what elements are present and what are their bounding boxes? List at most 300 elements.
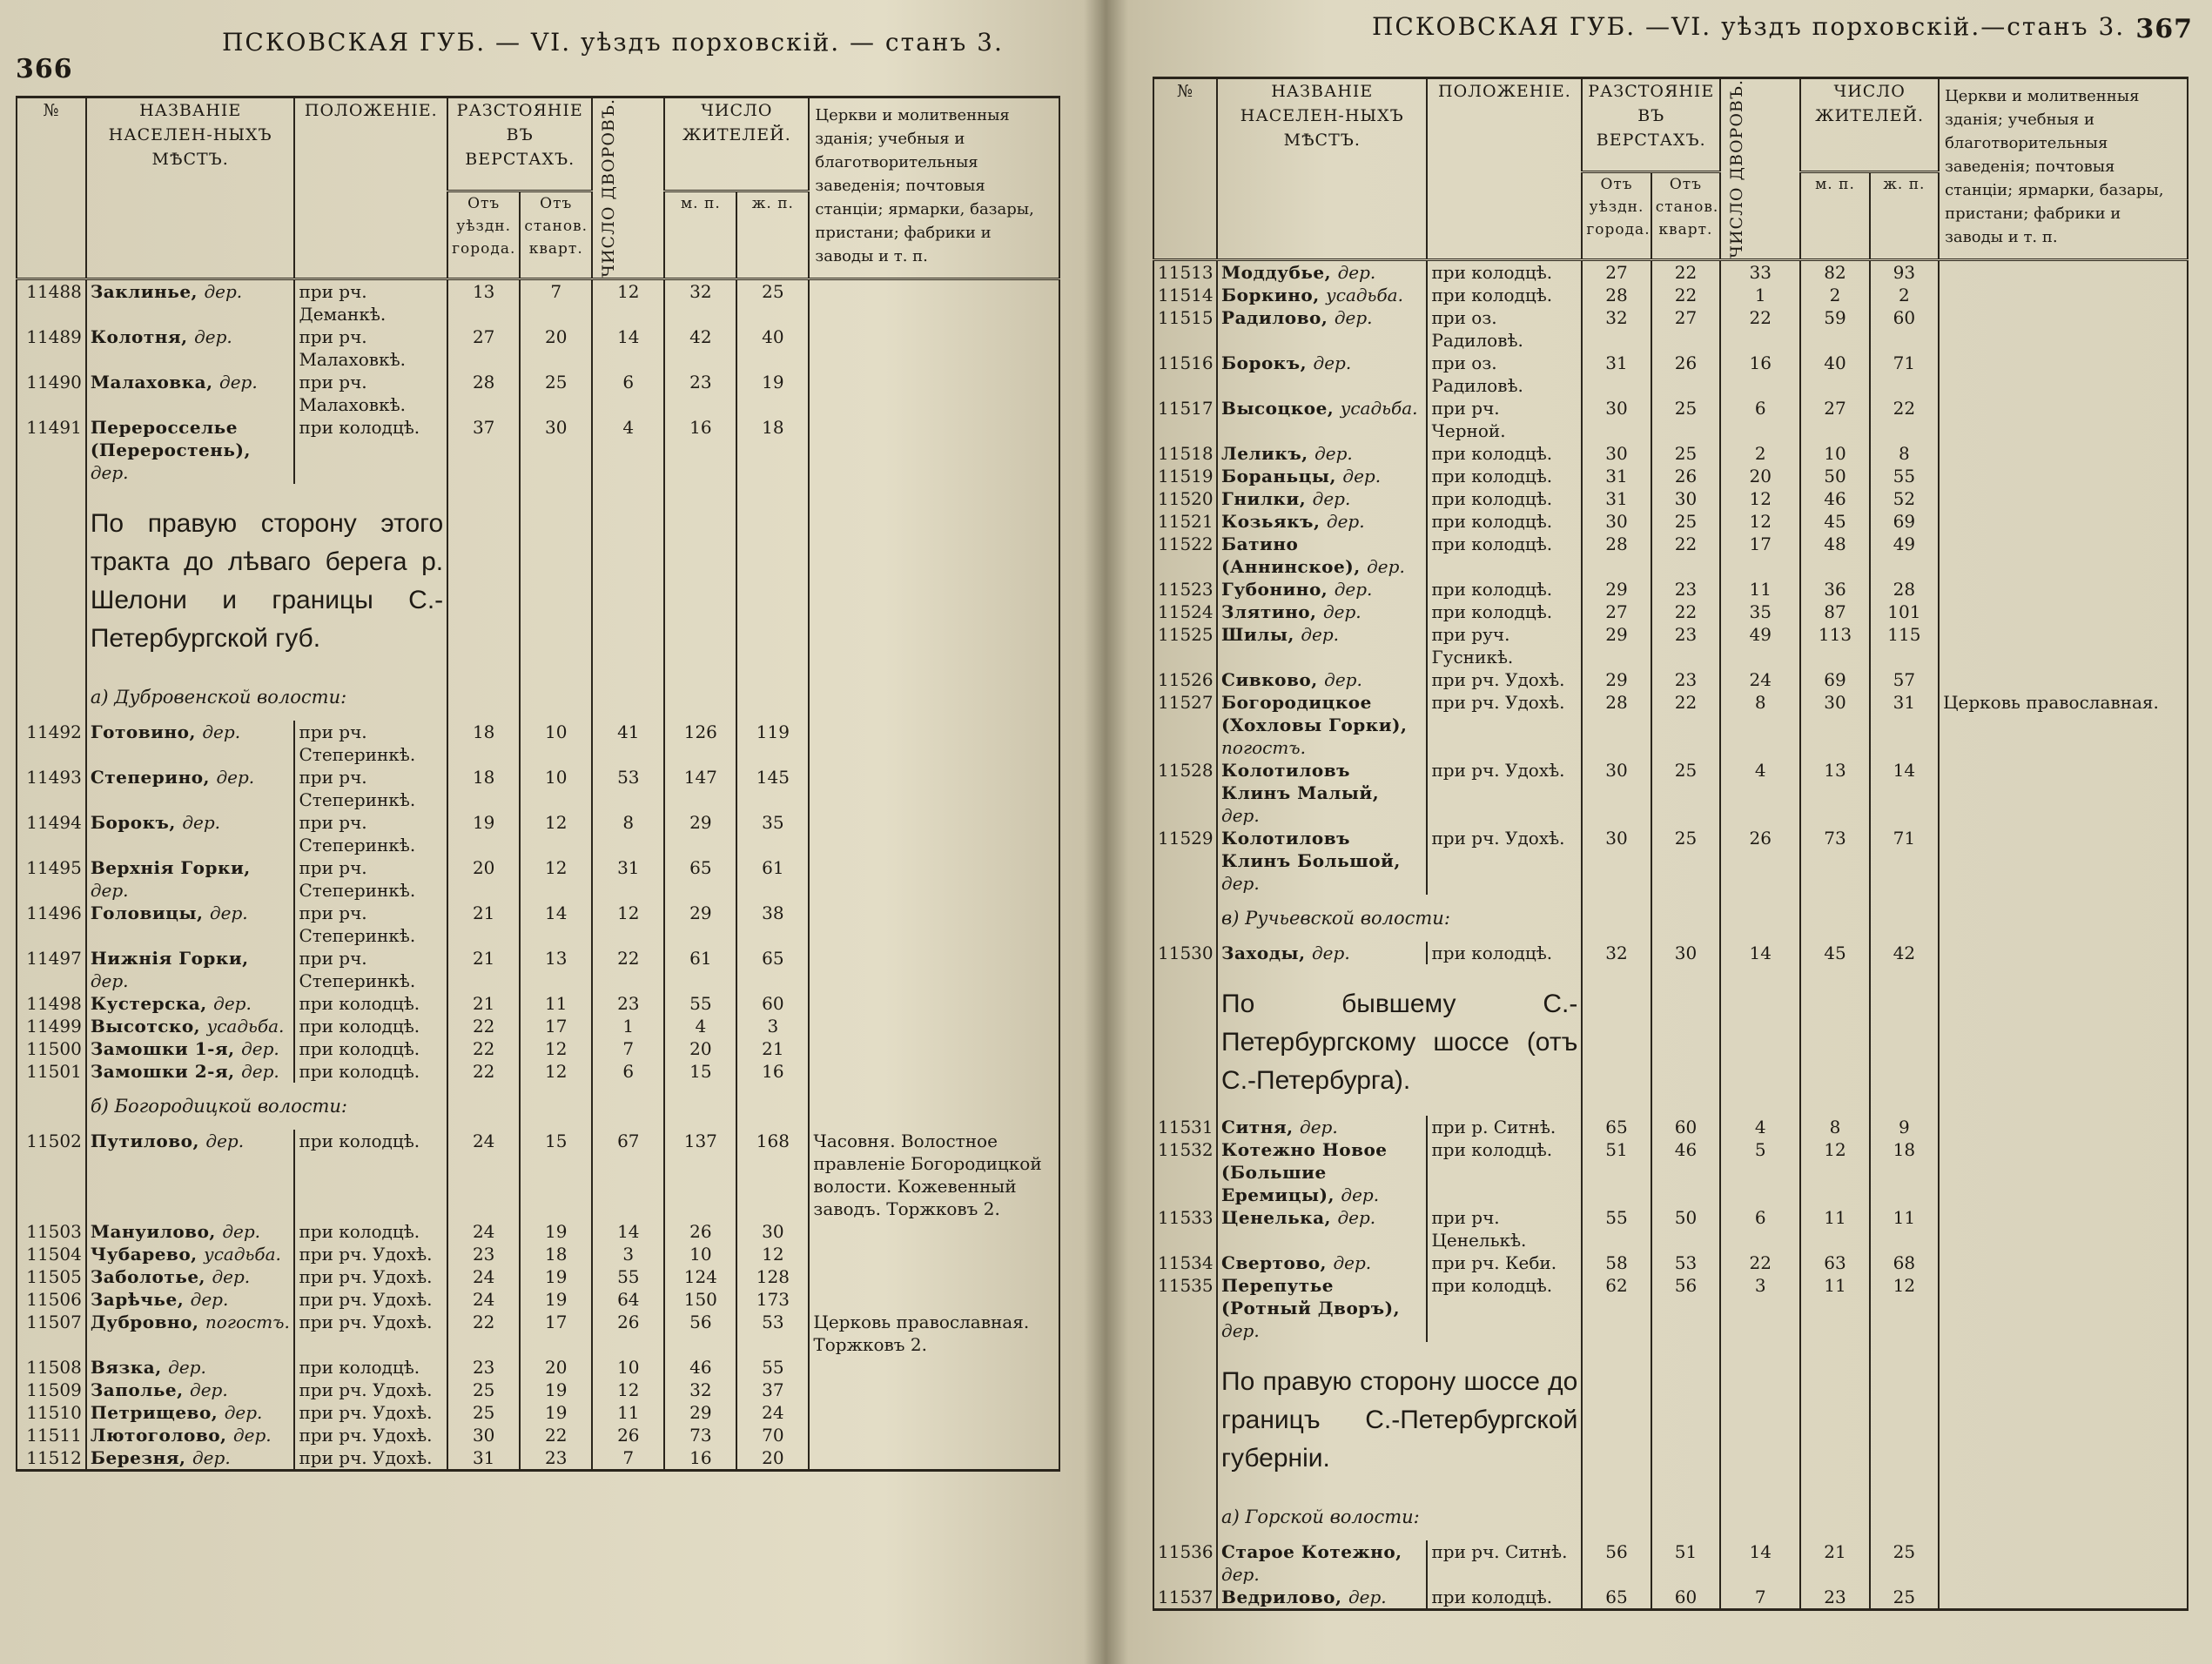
table-row <box>1153 942 2188 964</box>
page-number: 367 <box>2135 14 2193 44</box>
settlement-name <box>1217 533 1427 578</box>
blank-cell <box>592 484 664 674</box>
distance-city: 13 <box>447 278 520 325</box>
settlement-title: Березня, <box>90 1446 192 1468</box>
settlement-note <box>1939 942 2188 964</box>
table-row <box>1153 1116 2188 1138</box>
entry-number: 11518 <box>1153 442 1217 465</box>
table-row <box>1153 691 2188 759</box>
settlement-position: при колодцѣ. <box>294 1060 447 1083</box>
settlement-title: Гнилки, <box>1221 487 1313 509</box>
volost-heading-row <box>1153 895 2188 942</box>
blank-cell <box>736 484 809 674</box>
female-count: 18 <box>1870 1138 1939 1206</box>
table-row <box>17 1130 1059 1220</box>
settlement-name <box>86 1311 295 1356</box>
settlement-note <box>809 766 1059 811</box>
settlement-name <box>1217 284 1427 306</box>
table-row <box>17 325 1059 371</box>
entry-number: 11515 <box>1153 306 1217 352</box>
blank-cell <box>664 1083 736 1130</box>
settlement-note <box>1939 397 2188 442</box>
male-count: 15 <box>664 1060 736 1083</box>
female-count: 25 <box>736 278 809 325</box>
entry-number: 11517 <box>1153 397 1217 442</box>
distance-stan: 25 <box>520 371 592 416</box>
settlement-name <box>1217 1116 1427 1138</box>
female-count: 60 <box>736 992 809 1015</box>
entry-number: 11537 <box>1153 1586 1217 1610</box>
yards-count: 22 <box>1720 1251 1800 1274</box>
female-count: 61 <box>736 856 809 902</box>
entry-number: 11523 <box>1153 578 1217 601</box>
settlement-title: Замошки 1-я, <box>90 1037 242 1059</box>
settlement-kind: дер. <box>1367 555 1405 577</box>
male-count: 4 <box>664 1015 736 1037</box>
header-female: ж. п. <box>1870 172 1939 260</box>
blank-cell <box>1582 1342 1651 1493</box>
settlement-note <box>1939 1586 2188 1610</box>
table-row <box>1153 668 2188 691</box>
table-row <box>17 416 1059 484</box>
settlement-title: Вязка, <box>90 1356 169 1378</box>
yards-count: 1 <box>1720 284 1800 306</box>
entry-number: 11496 <box>17 902 86 947</box>
entry-number: 11504 <box>17 1243 86 1265</box>
blank-cell <box>1939 1493 2188 1540</box>
entry-number: 11519 <box>1153 465 1217 487</box>
settlement-title: Заходы, <box>1221 942 1312 963</box>
section-heading: По правую сторону этого тракта до лѣваго берега р. Шелони и границы С.-Петербургской губ. <box>86 484 447 674</box>
distance-stan: 22 <box>1651 691 1720 759</box>
blank-cell <box>809 1083 1059 1130</box>
distance-city: 56 <box>1582 1540 1651 1586</box>
entry-number: 11521 <box>1153 510 1217 533</box>
volost-heading-row <box>1153 1493 2188 1540</box>
yards-count: 1 <box>592 1015 664 1037</box>
entry-number: 11502 <box>17 1130 86 1220</box>
settlement-name <box>1217 578 1427 601</box>
distance-city: 29 <box>1582 578 1651 601</box>
settlement-name <box>1217 691 1427 759</box>
blank-cell <box>664 484 736 674</box>
settlement-name <box>86 1220 295 1243</box>
left-page <box>0 0 1079 1664</box>
settlement-kind: дер. <box>1221 1563 1260 1585</box>
distance-stan: 18 <box>520 1243 592 1265</box>
settlement-note <box>809 811 1059 856</box>
settlement-kind: дер. <box>90 879 129 901</box>
settlement-note <box>1939 827 2188 895</box>
distance-stan: 19 <box>520 1265 592 1288</box>
female-count: 38 <box>736 902 809 947</box>
settlement-position: при рч. Удохѣ. <box>294 1424 447 1446</box>
settlement-note <box>809 1015 1059 1037</box>
settlement-note: Церковь православная. <box>1939 691 2188 759</box>
settlement-note <box>1939 284 2188 306</box>
settlements-table <box>16 96 1060 1472</box>
settlement-position: при рч. Удохѣ. <box>294 1446 447 1471</box>
distance-stan: 30 <box>1651 487 1720 510</box>
settlement-kind: дер. <box>204 280 243 302</box>
blank-cell <box>1870 895 1939 942</box>
entry-number: 11497 <box>17 947 86 992</box>
female-count: 68 <box>1870 1251 1939 1274</box>
blank-cell <box>1651 1342 1720 1493</box>
table-row <box>17 1060 1059 1083</box>
settlement-note <box>809 325 1059 371</box>
settlement-position: при рч. Удохѣ. <box>294 1401 447 1424</box>
table-row <box>1153 827 2188 895</box>
settlement-note <box>809 416 1059 484</box>
yards-count: 22 <box>592 947 664 992</box>
distance-city: 22 <box>447 1060 520 1083</box>
settlement-name <box>1217 442 1427 465</box>
entry-number: 11512 <box>17 1446 86 1471</box>
female-count: 128 <box>736 1265 809 1288</box>
blank-number <box>1153 1342 1217 1493</box>
table-row <box>17 902 1059 947</box>
settlement-title: Свертово, <box>1221 1251 1334 1273</box>
header-notes: Церкви и молитвенныя зданія; учебныя и благотворительныя заведенія; почтовыя станціи; ярмарки, базары, пристани; фабрики и заводы и т. п. <box>809 97 1059 279</box>
table-row <box>1153 1206 2188 1251</box>
settlement-position: при колодцѣ. <box>1427 465 1582 487</box>
male-count: 11 <box>1800 1206 1869 1251</box>
settlement-name <box>1217 306 1427 352</box>
settlement-position: при рч. Удохѣ. <box>1427 668 1582 691</box>
settlement-title: Шилы, <box>1221 623 1301 645</box>
table-row <box>1153 759 2188 827</box>
distance-city: 24 <box>447 1288 520 1311</box>
right-page <box>1132 0 2212 1664</box>
yards-count: 3 <box>1720 1274 1800 1342</box>
distance-city: 51 <box>1582 1138 1651 1206</box>
settlement-position: при колодцѣ. <box>1427 578 1582 601</box>
table-row <box>1153 1274 2188 1342</box>
distance-stan: 22 <box>520 1424 592 1446</box>
settlement-kind: дер. <box>216 766 255 788</box>
yards-count: 20 <box>1720 465 1800 487</box>
settlement-kind: дер. <box>1314 442 1353 464</box>
distance-stan: 11 <box>520 992 592 1015</box>
male-count: 42 <box>664 325 736 371</box>
header-number: № <box>17 97 86 279</box>
table-row <box>1153 1251 2188 1274</box>
distance-city: 31 <box>1582 352 1651 397</box>
distance-city: 25 <box>447 1401 520 1424</box>
male-count: 82 <box>1800 259 1869 284</box>
header-yards: ЧИСЛО ДВОРОВЪ. <box>1720 78 1800 260</box>
header-inhabitants: ЧИСЛО ЖИТЕЛЕЙ. <box>664 97 809 191</box>
distance-stan: 26 <box>1651 465 1720 487</box>
female-count: 11 <box>1870 1206 1939 1251</box>
distance-city: 62 <box>1582 1274 1651 1342</box>
male-count: 21 <box>1800 1540 1869 1586</box>
settlement-title: Дубровно, <box>90 1311 205 1332</box>
settlement-kind: дер. <box>219 371 258 393</box>
table-row <box>1153 533 2188 578</box>
settlement-kind: погостъ. <box>1221 736 1306 758</box>
male-count: 73 <box>1800 827 1869 895</box>
settlement-name <box>86 902 295 947</box>
table-row <box>17 1401 1059 1424</box>
distance-stan: 56 <box>1651 1274 1720 1342</box>
settlement-title: Губонино, <box>1221 578 1335 600</box>
male-count: 87 <box>1800 601 1869 623</box>
yards-count: 12 <box>592 902 664 947</box>
settlement-title: Котежно Новое (Большие Еремицы), <box>1221 1138 1388 1205</box>
volost-heading-row <box>17 1083 1059 1130</box>
settlement-kind: дер. <box>1333 1251 1372 1273</box>
entry-number: 11498 <box>17 992 86 1015</box>
male-count: 40 <box>1800 352 1869 397</box>
blank-cell <box>1870 1493 1939 1540</box>
yards-count: 14 <box>1720 1540 1800 1586</box>
entry-number: 11490 <box>17 371 86 416</box>
distance-stan: 12 <box>520 1060 592 1083</box>
entry-number: 11505 <box>17 1265 86 1288</box>
male-count: 30 <box>1800 691 1869 759</box>
distance-city: 31 <box>447 1446 520 1471</box>
male-count: 23 <box>1800 1586 1869 1610</box>
entry-number: 11507 <box>17 1311 86 1356</box>
blank-number <box>17 484 86 674</box>
distance-city: 58 <box>1582 1251 1651 1274</box>
settlement-title: Лютоголово, <box>90 1424 233 1446</box>
settlement-position: при рч. Кеби. <box>1427 1251 1582 1274</box>
entry-number: 11525 <box>1153 623 1217 668</box>
distance-stan: 12 <box>520 856 592 902</box>
female-count: 49 <box>1870 533 1939 578</box>
male-count: 46 <box>664 1356 736 1379</box>
distance-stan: 19 <box>520 1401 592 1424</box>
entry-number: 11510 <box>17 1401 86 1424</box>
blank-cell <box>1800 964 1869 1116</box>
settlement-position: при рч. Малаховкѣ. <box>294 371 447 416</box>
yards-count: 6 <box>1720 1206 1800 1251</box>
settlement-position: при колодцѣ. <box>1427 1138 1582 1206</box>
blank-cell <box>520 674 592 721</box>
distance-city: 23 <box>447 1243 520 1265</box>
settlement-title: Радилово, <box>1221 306 1335 328</box>
male-count: 13 <box>1800 759 1869 827</box>
settlements-table <box>1153 77 2188 1611</box>
distance-city: 22 <box>447 1037 520 1060</box>
yards-count: 10 <box>592 1356 664 1379</box>
distance-city: 24 <box>447 1130 520 1220</box>
header-distance: РАЗСТОЯНІЕ ВЪ ВЕРСТАХЪ. <box>447 97 592 191</box>
yards-count: 26 <box>592 1311 664 1356</box>
distance-stan: 22 <box>1651 284 1720 306</box>
distance-stan: 20 <box>520 325 592 371</box>
yards-count: 6 <box>592 1060 664 1083</box>
male-count: 45 <box>1800 510 1869 533</box>
settlement-position: при колодцѣ. <box>1427 1274 1582 1342</box>
header-inhabitants: ЧИСЛО ЖИТЕЛЕЙ. <box>1800 78 1939 172</box>
settlement-name <box>86 1401 295 1424</box>
settlement-kind: усадьба. <box>206 1015 285 1037</box>
distance-city: 18 <box>447 766 520 811</box>
male-count: 23 <box>664 371 736 416</box>
settlement-title: Чубарево, <box>90 1243 205 1265</box>
distance-stan: 22 <box>1651 259 1720 284</box>
female-count: 37 <box>736 1379 809 1401</box>
distance-stan: 25 <box>1651 442 1720 465</box>
blank-cell <box>1720 1342 1800 1493</box>
blank-cell <box>1939 964 2188 1116</box>
blank-cell <box>1651 964 1720 1116</box>
header-male: м. п. <box>1800 172 1869 260</box>
section-heading: По правую сторону шоссе до границъ С.-Петербургской губерніи. <box>1217 1342 1582 1493</box>
settlement-title: Готовино, <box>90 721 203 742</box>
yards-count: 6 <box>1720 397 1800 442</box>
settlement-note <box>809 992 1059 1015</box>
table-row <box>1153 1540 2188 1586</box>
female-count: 52 <box>1870 487 1939 510</box>
male-count: 32 <box>664 1379 736 1401</box>
blank-cell <box>1582 964 1651 1116</box>
settlement-note <box>809 371 1059 416</box>
yards-count: 4 <box>592 416 664 484</box>
settlement-title: Верхнія Горки, <box>90 856 251 878</box>
blank-cell <box>1800 1342 1869 1493</box>
distance-stan: 15 <box>520 1130 592 1220</box>
blank-cell <box>1939 1342 2188 1493</box>
settlement-note <box>809 947 1059 992</box>
settlement-name <box>86 325 295 371</box>
settlement-title: Головицы, <box>90 902 210 923</box>
distance-city: 21 <box>447 902 520 947</box>
settlement-name <box>1217 259 1427 284</box>
settlement-note <box>1939 487 2188 510</box>
settlement-kind: дер. <box>168 1356 206 1378</box>
yards-count: 12 <box>592 278 664 325</box>
yards-count: 16 <box>1720 352 1800 397</box>
settlement-note <box>1939 601 2188 623</box>
male-count: 48 <box>1800 533 1869 578</box>
settlement-kind: дер. <box>212 1265 251 1287</box>
settlement-title: Степерино, <box>90 766 217 788</box>
blank-cell <box>447 674 520 721</box>
settlement-position: при рч. Ситнѣ. <box>1427 1540 1582 1586</box>
settlement-kind: дер. <box>224 1401 263 1423</box>
entry-number: 11532 <box>1153 1138 1217 1206</box>
settlement-position: при рч. Деманкѣ. <box>294 278 447 325</box>
settlement-note <box>809 856 1059 902</box>
entry-number: 11533 <box>1153 1206 1217 1251</box>
header-dist-city: Отъ уѣздн. города. <box>1582 172 1651 260</box>
settlement-kind: дер. <box>194 325 232 347</box>
distance-stan: 17 <box>520 1015 592 1037</box>
distance-stan: 23 <box>1651 668 1720 691</box>
settlement-name <box>1217 827 1427 895</box>
table-row <box>17 1288 1059 1311</box>
settlement-note <box>1939 306 2188 352</box>
blank-cell <box>520 1083 592 1130</box>
settlement-kind: дер. <box>1337 1206 1376 1228</box>
distance-stan: 53 <box>1651 1251 1720 1274</box>
settlement-kind: дер. <box>1301 623 1339 645</box>
settlement-position: при колодцѣ. <box>1427 533 1582 578</box>
table-row <box>17 1037 1059 1060</box>
male-count: 36 <box>1800 578 1869 601</box>
distance-city: 28 <box>447 371 520 416</box>
female-count: 55 <box>1870 465 1939 487</box>
female-count: 12 <box>1870 1274 1939 1342</box>
settlement-kind: дер. <box>1337 261 1376 283</box>
settlement-note <box>809 1401 1059 1424</box>
settlement-name <box>1217 397 1427 442</box>
settlement-name <box>1217 1274 1427 1342</box>
entry-number: 11534 <box>1153 1251 1217 1274</box>
distance-city: 27 <box>1582 601 1651 623</box>
entry-number: 11501 <box>17 1060 86 1083</box>
settlement-position: при колодцѣ. <box>1427 487 1582 510</box>
settlement-name <box>86 856 295 902</box>
entry-number: 11520 <box>1153 487 1217 510</box>
distance-stan: 14 <box>520 902 592 947</box>
female-count: 21 <box>736 1037 809 1060</box>
settlement-title: Малаховка, <box>90 371 220 393</box>
entry-number: 11535 <box>1153 1274 1217 1342</box>
header-male: м. п. <box>664 191 736 279</box>
settlement-note <box>809 1424 1059 1446</box>
table-row <box>17 1379 1059 1401</box>
distance-stan: 19 <box>520 1220 592 1243</box>
header-dist-stan: Отъ станов. кварт. <box>1651 172 1720 260</box>
settlement-kind: дер. <box>241 1037 279 1059</box>
distance-city: 30 <box>1582 442 1651 465</box>
settlement-title: Колотиловъ Клинъ Малый, <box>1221 759 1380 803</box>
settlement-position: при рч. Степеринкѣ. <box>294 856 447 902</box>
yards-count: 12 <box>592 1379 664 1401</box>
distance-city: 31 <box>1582 487 1651 510</box>
settlement-position: при рч. Степеринкѣ. <box>294 811 447 856</box>
female-count: 42 <box>1870 942 1939 964</box>
distance-city: 37 <box>447 416 520 484</box>
distance-city: 30 <box>1582 827 1651 895</box>
settlement-kind: дер. <box>1221 872 1260 894</box>
settlement-title: Высоцкое, <box>1221 397 1341 419</box>
yards-count: 53 <box>592 766 664 811</box>
entry-number: 11514 <box>1153 284 1217 306</box>
blank-number <box>1153 964 1217 1116</box>
settlement-position: при колодцѣ. <box>1427 601 1582 623</box>
section-heading-row <box>17 484 1059 674</box>
distance-city: 28 <box>1582 284 1651 306</box>
settlement-name <box>1217 465 1427 487</box>
settlement-position: при рч. Удохѣ. <box>294 1265 447 1288</box>
male-count: 65 <box>664 856 736 902</box>
settlement-note <box>809 1446 1059 1471</box>
entry-number: 11531 <box>1153 1116 1217 1138</box>
female-count: 65 <box>736 947 809 992</box>
entry-number: 11524 <box>1153 601 1217 623</box>
settlement-position: при рч. Степеринкѣ. <box>294 902 447 947</box>
blank-number <box>17 674 86 721</box>
settlement-title: Петрищево, <box>90 1401 225 1423</box>
settlement-note <box>809 1220 1059 1243</box>
female-count: 19 <box>736 371 809 416</box>
settlement-title: Кустерска, <box>90 992 214 1014</box>
table-row <box>17 1220 1059 1243</box>
settlement-title: Старое Котежно, <box>1221 1540 1402 1562</box>
blank-cell <box>1939 895 2188 942</box>
settlement-kind: дер. <box>213 992 252 1014</box>
distance-stan: 51 <box>1651 1540 1720 1586</box>
blank-number <box>1153 1493 1217 1540</box>
female-count: 25 <box>1870 1540 1939 1586</box>
